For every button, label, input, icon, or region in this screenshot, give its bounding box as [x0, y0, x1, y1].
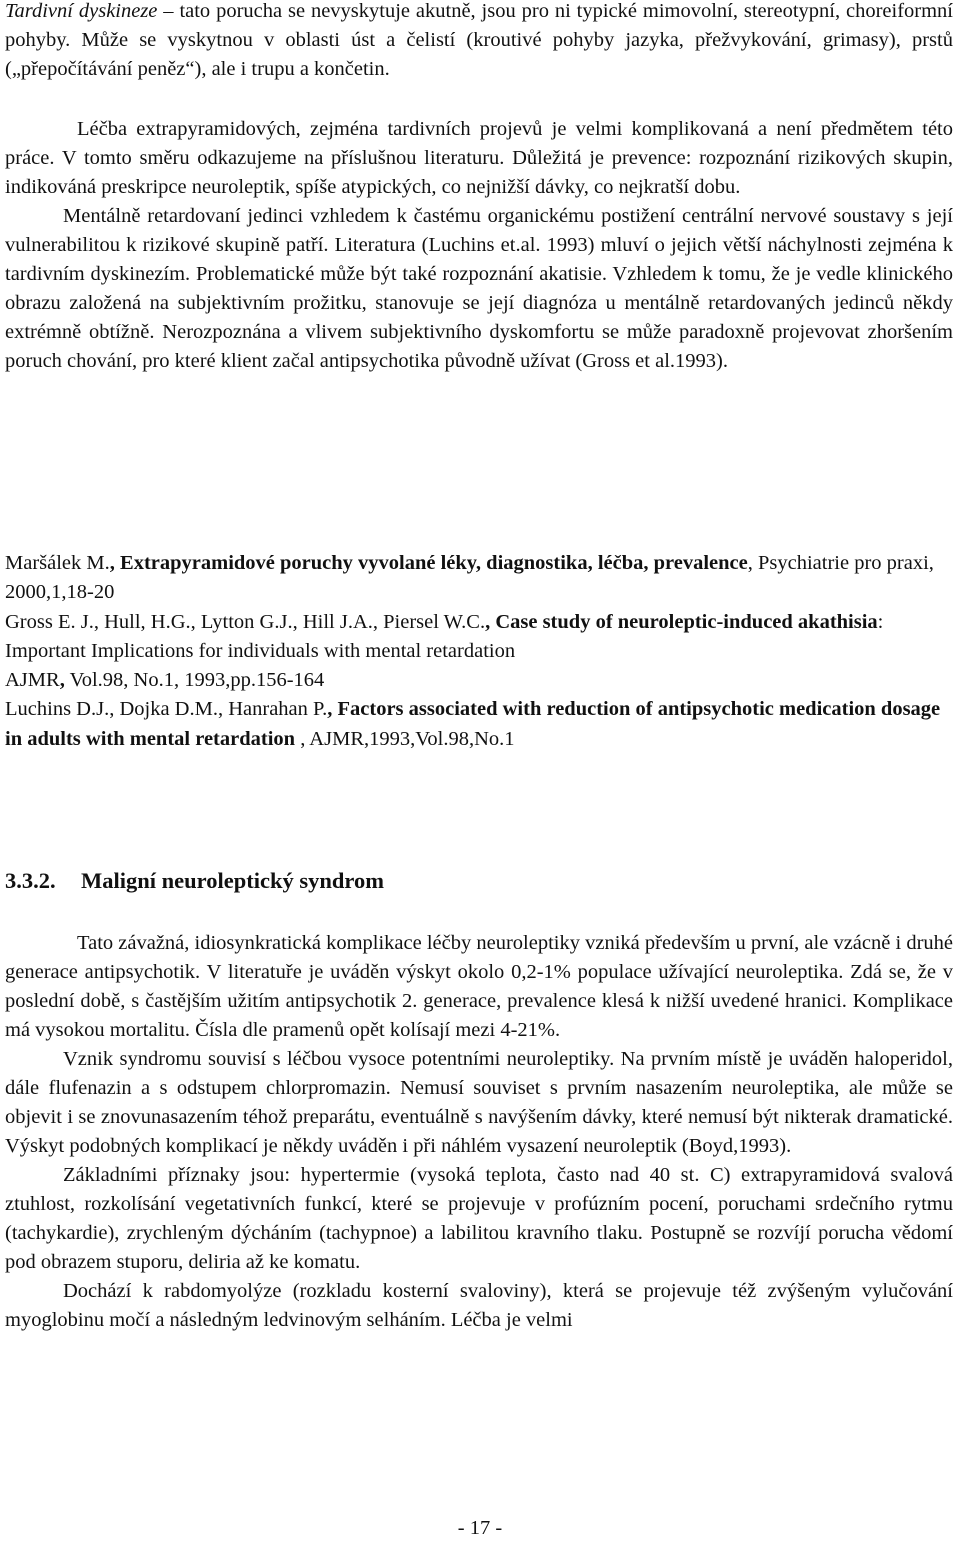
paragraph-text: Léčba extrapyramidových, zejména tardivních projevů je velmi komplikovaná a není předmětem této práce. V tomto směru odkazujeme na příslušnou literaturu. Důležitá je prevence: rozpoznání rizikových skupin, indikováná preskripce neuroleptik, spíše atypických, co nejnižší dávky, co nejkratší dobu.: [5, 118, 953, 198]
reference-authors: Gross E. J., Hull, H.G., Lytton G.J., Hill J.A., Piersel W.C.: [5, 610, 486, 633]
reference-source: , AJMR,1993,Vol.98,No.1: [295, 727, 515, 750]
references-list: [5, 549, 953, 754]
reference-authors: Luchins D.J., Dojka D.M., Hanrahan P.: [5, 698, 328, 721]
reference-item: [5, 608, 953, 696]
term-tardive-dyskinesia: Tardivní dyskineze: [5, 0, 158, 22]
paragraph-text: – tato porucha se nevyskytuje akutně, jsou pro ni typické mimovolní, stereotypní, choreiformní pohyby. Může se vyskytnou v oblasti úst a čelistí (kroutivé pohyby jazyka, přežvykování, grimasy), prstů („přepočítávání peněz“), ale i trupu a končetin.: [5, 0, 953, 80]
reference-title: , Case study of neuroleptic-induced akathisia: [485, 610, 878, 633]
paragraph-tardive-dyskinesia: [5, 0, 953, 84]
reference-authors: Maršálek M.: [5, 552, 110, 574]
reference-item: [5, 549, 953, 608]
section-body: [5, 929, 953, 1335]
reference-journal: AJMR: [5, 669, 60, 692]
reference-source: Vol.98, No.1, 1993,pp.156-164: [64, 669, 325, 692]
reference-journal-separator: ,: [59, 669, 65, 692]
reference-title: , Factors associated with reduction of antipsychotic medication dosage in adults with mental retardation: [5, 698, 941, 750]
section-heading: [5, 865, 384, 897]
reference-source: : Important Implications for individuals with mental retardation: [5, 610, 884, 662]
section-number: 3.3.2.: [5, 868, 56, 893]
section-title: Maligní neuroleptický syndrom: [81, 868, 384, 893]
paragraph-text: Základními příznaky jsou: hypertermie (vysoká teplota, často nad 40 st. C) extrapyramidová svalová ztuhlost, rozkolísání vegetativních funkcí, které se projevuje v profúzním pocení, poruchami srdečního rytmu (tachykardie), zrychleným dýcháním (tachypnoe) a labilitou kravního tlaku. Postupně se rozvíjí porucha vědomí pod obrazem stuporu, deliria až ke komatu.: [5, 1164, 953, 1273]
paragraph-text: Tato závažná, idiosynkratická komplikace léčby neuroleptiky vzniká především u první, ale vzácně i druhé generace antipsychotik. V literatuře je uváděn výskyt okolo 0,2-1% populace užívající neuroleptika. Zdá se, že v poslední době, s častějším užitím antipsychotik 2. generace, prevalence klesá k nižší uvedené hranici. Komplikace má vysokou mortalitu. Čísla dle pramenů opět kolísají mezi 4-21%.: [5, 932, 953, 1041]
paragraph-treatment: [5, 115, 953, 376]
paragraph-text: Mentálně retardovaní jedinci vzhledem k častému organickému postižení centrální nervové soustavy s její vulnerabilitou k rizikové skupině patří. Literatura (Luchins et.al. 1993) mluví o jejich větší náchylnosti zejména k tardivním dyskinezím. Problematické může být také rozpoznání akatisie. Vzhledem k tomu, že je vedle klinického obrazu založená na subjektivním prožitku, stanovuje se její diagnóza u mentálně retardovaných jedinců někdy extrémně obtížně. Nerozpoznána a vlivem subjektivního dyskomfortu se může paradoxně projevovat zhoršením poruch chování, pro které klient začal antipsychotika původně užívat (Gross et al.1993).: [5, 205, 953, 372]
paragraph-text: Vznik syndromu souvisí s léčbou vysoce potentními neuroleptiky. Na prvním místě je uváděn haloperidol, dále flufenazin a s odstupem chlorpromazin. Nemusí souviset s prvním nasazením neuroleptika, ale může se objevit i se znovunasazením téhož preparátu, eventuálně s navýšením dávky, které nemusí být nikterak dramatické. Výskyt podobných komplikací je někdy uváděn i při náhlém vysazení neuroleptik (Boyd,1993).: [5, 1048, 953, 1157]
reference-title: , Extrapyramidové poruchy vyvolané léky, diagnostika, léčba, prevalence: [109, 552, 748, 574]
reference-item: [5, 695, 953, 754]
page-number: - 17 -: [457, 1517, 503, 1539]
paragraph-text: Dochází k rabdomyolýze (rozkladu kosterní svaloviny), která se projevuje též zvýšeným vylučování myoglobinu močí a následným ledvinovým selháním. Léčba je velmi: [5, 1280, 953, 1331]
reference-source: , Psychiatrie pro praxi, 2000,1,18-20: [5, 552, 934, 604]
